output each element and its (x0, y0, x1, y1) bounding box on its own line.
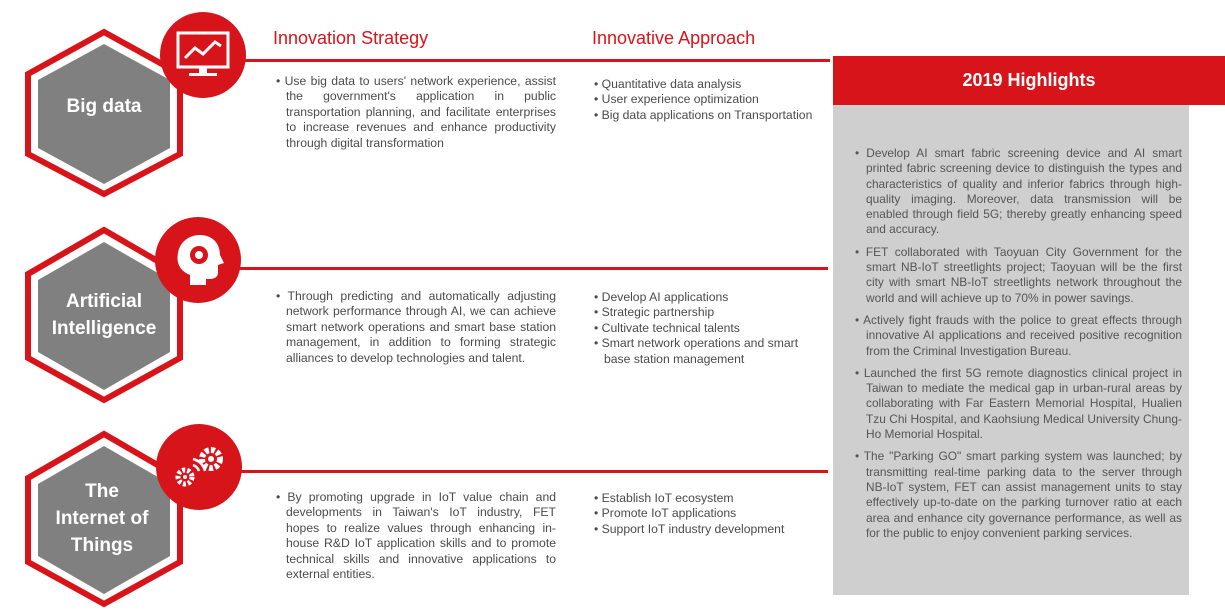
list-item: • Promote IoT applications (594, 506, 737, 521)
big-data-approach-list (594, 77, 814, 123)
list-item: • Develop AI applications (594, 290, 729, 304)
list-item: • Establish IoT ecosystem (594, 491, 734, 505)
monitor-chart-icon (175, 30, 231, 80)
ai-icon-circle (155, 217, 241, 303)
big-data-strategy-text: • Use big data to users' network experience, assist the government's application in public transportation planning, and facilitate enterprises to increase revenues and enhance productivity through digital transformation (276, 74, 556, 150)
row-divider-ai (230, 267, 828, 270)
iot-strategy-text: • By promoting upgrade in IoT value chain and developments in Taiwan's IoT industry, FET hopes to realize values through enhancing in-house R&D IoT application skills and to promote technical skills and innovative applications to external entities. (276, 490, 556, 582)
ai-approach-list (594, 290, 814, 367)
ai-strategy-text: • Through predicting and automatically adjusting network performance through AI, we can achieve smart network operations and smart base station management, in addition to forming strategic alliances to develop technologies and talent. (276, 289, 556, 365)
ai-title-line: Artificial (65, 291, 143, 312)
iot-gears-icon (171, 445, 227, 489)
iot-title-line: Internet of (55, 508, 149, 529)
innovative-approach-heading: Innovative Approach (592, 28, 756, 48)
highlights-list (850, 146, 1182, 548)
highlight-item: • FET collaborated with Taoyuan City Government for the smart NB-IoT streetlights project; Taoyuan will be the first city with smart NB-IoT streetlights network throughout the world and will achieve up to 70% in power savings. (855, 244, 1182, 305)
iot-icon-circle (156, 424, 242, 510)
big-data-icon-circle (160, 12, 246, 98)
list-item: • Support IoT industry development (594, 521, 785, 536)
highlight-item: • Actively fight frauds with the police to great effects through innovative AI applications and received positive recognition from the Criminal Investigation Bureau. (855, 312, 1182, 358)
ai-head-icon (172, 233, 224, 287)
list-item: • Smart network operations and smart base station management (594, 336, 799, 366)
big-data-title: Big data (66, 96, 142, 117)
list-item: • Quantitative data analysis (594, 77, 742, 91)
row-divider-big-data (230, 59, 830, 62)
row-divider-iot (230, 470, 828, 473)
highlight-item: • Launched the first 5G remote diagnostics clinical project in Taiwan to mediate the medical gap in urban-rural areas by collaborating with Far Eastern Memorial Hospital, Hualien Tzu Chi Hospital, and Kaohsiung Medical University Chung-Ho Memorial Hospital. (855, 365, 1182, 442)
highlight-item: • Develop AI smart fabric screening device and AI smart printed fabric screening device to distinguish the types and characteristics of quality and inferior fabrics through high-quality imaging. Moreover, data transmission will be enabled through field 5G; thereby greatly enhancing speed and accuracy. (855, 146, 1182, 237)
highlight-item: • The "Parking GO" smart parking system was launched; by transmitting real-time parking data to the server through NB-IoT system, FET can assist management units to stay effectively up-to-date on the parking turnover ratio at each area and enhance city governance performance, as well as for the public to enjoy convenient parking services. (855, 449, 1182, 540)
list-item: • Big data applications on Transportation (594, 107, 813, 122)
ai-title-line: Intelligence (51, 318, 157, 339)
ai-title (34, 288, 174, 342)
highlights-title: 2019 Highlights (833, 56, 1225, 105)
list-item: • User experience optimization (594, 92, 759, 107)
iot-title (32, 478, 172, 559)
innovation-strategy-heading: Innovation Strategy (273, 28, 429, 48)
list-item: • Cultivate technical talents (594, 320, 740, 335)
list-item: • Strategic partnership (594, 305, 715, 320)
iot-title-line: The (85, 481, 119, 502)
iot-title-line: Things (70, 535, 134, 556)
iot-approach-list (594, 491, 814, 537)
